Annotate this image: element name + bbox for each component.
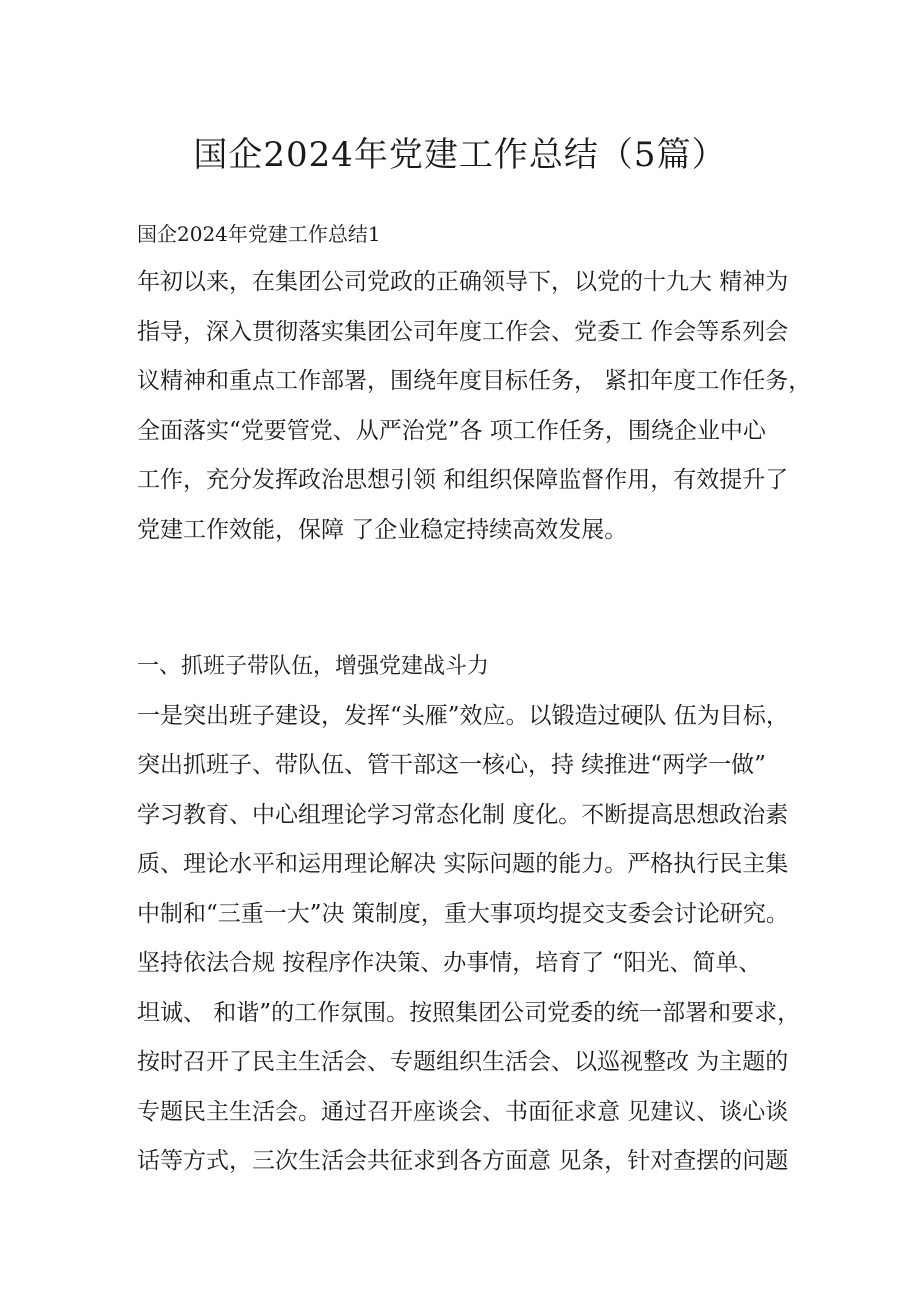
intro-paragraph xyxy=(137,258,827,555)
paragraph-line: 专题民主生活会。通过召开座谈会、书面征求意 见建议、谈心谈 xyxy=(137,1098,789,1125)
document-title: 国企2024年党建工作总结（5篇） xyxy=(193,135,727,175)
section-heading: 一、抓班子带队伍，增强党建战斗力 xyxy=(137,654,490,679)
paragraph-line: 突出抓班子、带队伍、管干部这一核心，持 续推进“两学一做” xyxy=(137,752,766,778)
paragraph-line: 学习教育、中心组理论学习常态化制 度化。不断提高思想政治素 xyxy=(137,801,789,828)
paragraph-line: 坦诚、 和谐”的工作氛围。按照集团公司党委的统一部署和要求， xyxy=(137,999,801,1026)
document-subtitle: 国企2024年党建工作总结1 xyxy=(137,222,381,246)
paragraph-line: 年初以来，在集团公司党政的正确领导下，以党的十九大 精神为 xyxy=(137,269,789,295)
section-1 xyxy=(137,642,827,1187)
paragraph-line: 坚持依法合规 按程序作决策、办事情，培育了 “阳光、简单、 xyxy=(137,950,762,976)
paragraph-line: 中制和“三重一大”决 策制度，重大事项均提交支委会讨论研究。 xyxy=(137,900,789,927)
paragraph-line: 质、理论水平和运用理论解决 实际问题的能力。严格执行民主集 xyxy=(137,851,789,877)
paragraph-line: 一是突出班子建设，发挥“头雁”效应。以锻造过硬队 伍为目标， xyxy=(137,702,789,729)
paragraph-line: 工作，充分发挥政治思想引领 和组织保障监督作用，有效提升了 xyxy=(137,467,789,493)
paragraph-line: 党建工作效能，保障 了企业稳定持续高效发展。 xyxy=(137,516,628,543)
paragraph-line: 全面落实“党要管党、从严治党”各 项工作任务，围绕企业中心 xyxy=(137,417,766,444)
paragraph-line: 指导，深入贯彻落实集团公司年度工作会、党委工 作会等系列会 xyxy=(137,318,789,345)
paragraph-line: 按时召开了民主生活会、专题组织生活会、以巡视整改 为主题的 xyxy=(137,1049,789,1075)
paragraph-line: 议精神和重点工作部署，围绕年度目标任务， 紧扣年度工作任务， xyxy=(137,368,812,394)
paragraph-line: 话等方式，三次生活会共征求到各方面意 见条，针对查摆的问题 xyxy=(137,1148,789,1174)
